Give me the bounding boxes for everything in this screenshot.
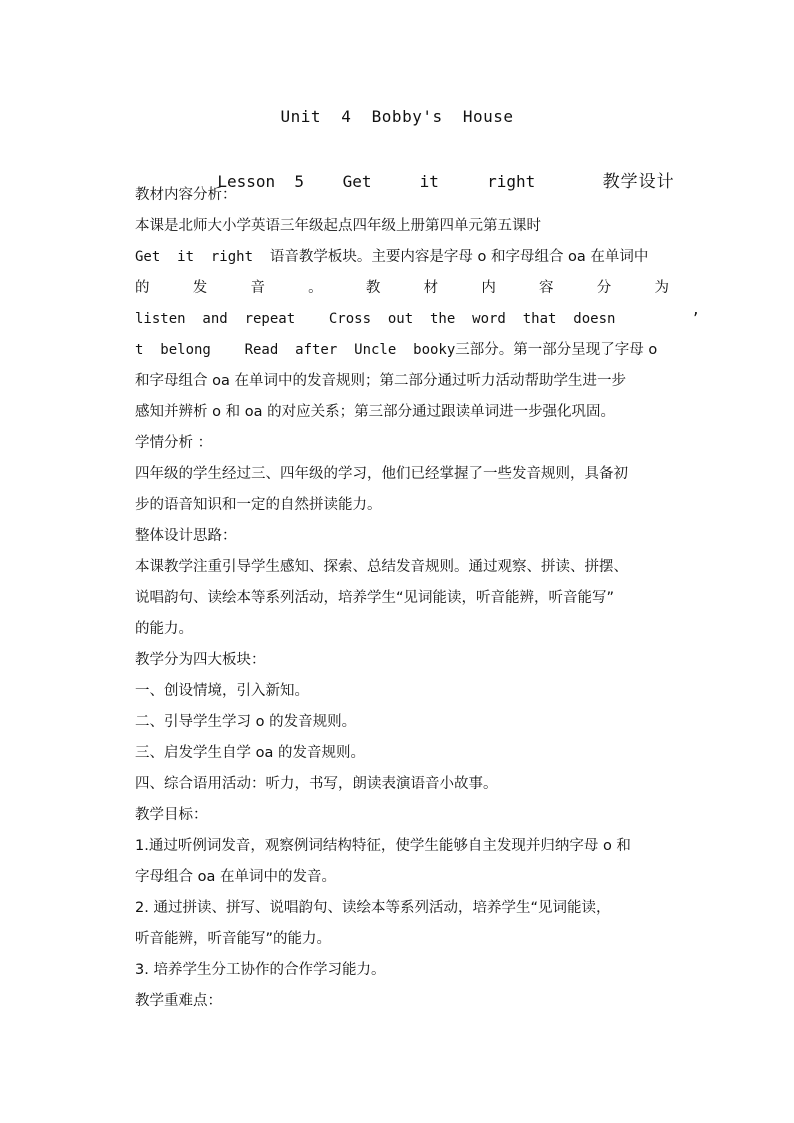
list-item: 三、启发学生自学 oa 的发音规则。 [135, 745, 365, 761]
paragraph-line-english: listen and repeat Cross out the word that doesn ’ [135, 311, 700, 327]
paragraph-line: 本课教学注重引导学生感知、探索、总结发音规则。通过观察、拼读、拼摆、 [135, 559, 628, 575]
char: 的 [135, 280, 150, 296]
inline-english: t belong Read after Uncle booky [135, 342, 456, 358]
char: 。 [308, 280, 323, 296]
paragraph-line: 说唱韵句、读绘本等系列活动，培养学生“见词能读，听音能辨，听音能写” [135, 590, 615, 606]
goal-line: 1.通过听例词发音，观察例词结构特征，使学生能够自主发现并归纳字母 o 和 [135, 838, 631, 854]
char: 容 [539, 280, 554, 296]
list-item: 二、引导学生学习 o 的发音规则。 [135, 714, 357, 730]
heading-student-analysis: 学情分析 ： [135, 435, 213, 451]
justified-line [135, 273, 675, 304]
paragraph-line: 和字母组合 oa 在单词中的发音规则；第二部分通过听力活动帮助学生进一步 [135, 373, 626, 389]
char: 为 [654, 280, 669, 296]
paragraph-line [135, 335, 675, 366]
char: 材 [423, 280, 439, 296]
goal-line: 听音能辨，听音能写”的能力。 [135, 931, 332, 947]
paragraph-line [135, 242, 675, 273]
char: 音 [250, 280, 265, 296]
char: 内 [481, 280, 496, 296]
goal-line: 字母组合 oa 在单词中的发音。 [135, 869, 336, 885]
char: 分 [596, 280, 612, 296]
char: 发 [192, 280, 208, 296]
heading-design-idea: 整体设计思路： [135, 528, 237, 544]
paragraph-line: 的能力。 [135, 621, 193, 637]
inline-chinese: 三部分。第一部分呈现了字母 o [455, 342, 658, 358]
goal-line: 3. 培养学生分工协作的合作学习能力。 [135, 962, 386, 978]
paragraph-line: 步的语音知识和一定的自然拼读能力。 [135, 497, 382, 513]
document-body [135, 180, 700, 1017]
heading-teaching-goals: 教学目标： [135, 807, 208, 823]
list-item: 一、创设情境，引入新知。 [135, 683, 309, 699]
list-item: 四、综合语用活动：听力，书写，朗读表演语音小故事。 [135, 776, 498, 792]
heading-textbook-analysis: 教材内容分析： [135, 187, 237, 203]
subtitle-design: 教学设计 [602, 172, 675, 192]
paragraph-line: 本课是北师大小学英语三年级起点四年级上册第四单元第五课时 [135, 218, 541, 234]
heading-key-points: 教学重难点： [135, 993, 222, 1009]
paragraph-line: 感知并辨析 o 和 oa 的对应关系；第三部分通过跟读单词进一步强化巩固。 [135, 404, 616, 420]
subtitle-lesson: Lesson 5 Get it right [217, 172, 603, 191]
paragraph-line: 四年级的学生经过三、四年级的学习，他们已经掌握了一些发音规则，具备初 [135, 466, 628, 482]
inline-chinese: 语音教学板块。主要内容是字母 o 和字母组合 oa 在单词中 [269, 249, 649, 265]
heading-four-sections: 教学分为四大板块： [135, 652, 266, 668]
document-title: Unit 4 Bobby's House [280, 107, 514, 126]
inline-english: Get it right [135, 249, 270, 265]
goal-line: 2. 通过拼读、拼写、说唱韵句、读绘本等系列活动，培养学生“见词能读， [135, 900, 611, 916]
char: 教 [365, 280, 381, 296]
